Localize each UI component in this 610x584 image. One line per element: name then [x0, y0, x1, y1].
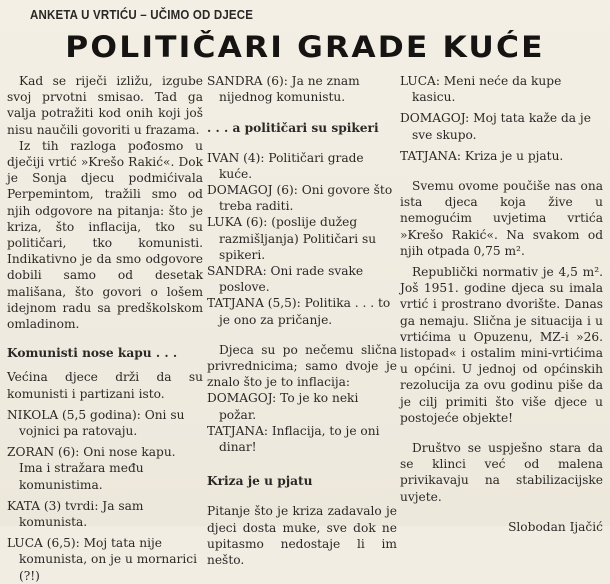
article-headline: POLITIČARI GRADE KUĆE	[65, 30, 545, 64]
paragraph: Većina djece drži da su komunisti i partizani isto.	[7, 370, 203, 401]
subheading: Kriza je u pjatu	[207, 474, 313, 489]
subheading: . . . a političari su spikeri	[207, 121, 379, 136]
quote: LUCA (6,5): Moj tata nije komunista, on je u mornarici (?!)	[7, 536, 197, 583]
quote: TATJANA (5,5): Politika . . . to je ono za pričanje.	[207, 296, 391, 327]
quote: TATJANA: Kriza je u pjatu.	[400, 148, 564, 163]
paragraph: Svemu ovome poučiše nas ona ista djeca koja žive u nemogućim uvjetima vrtića »Krešo Rakić«. Na svakom od njih otpada 0,75 m².	[400, 179, 603, 258]
quote: TATJANA: Inflacija, to je oni dinar!	[207, 423, 380, 455]
quote: DOMAGOJ (6): Oni govore što treba raditi.	[207, 183, 393, 214]
column-2	[207, 73, 397, 568]
quote: LUCA: Meni neće da kupe kasicu.	[400, 74, 562, 105]
quote: NIKOLA (5,5 godina): Oni su vojnici pa ratovaju.	[7, 407, 185, 439]
quote: KATA (3) tvrdi: Ja sam komunista.	[7, 498, 144, 530]
paragraph: Djeca su po nečemu slična privrednicima; samo dvoje je znalo što je to inflacija:	[207, 342, 397, 390]
column-3	[400, 73, 603, 535]
quote: DOMAGOJ: To je ko neki požar.	[207, 391, 359, 422]
quote: IVAN (4): Političari grade kuće.	[207, 150, 364, 181]
quote: ZORAN (6): Oni nose kapu. Ima i stražara među komunistima.	[7, 445, 176, 492]
column-1	[7, 73, 203, 584]
quote: SANDRA (6): Ja ne znam nijednog komunistu.	[207, 74, 360, 105]
paragraph: Društvo se uspješno stara da se klinci već od malena privikavaju na stabilizacijske uvjete.	[400, 441, 603, 504]
quote: SANDRA: Oni rade svake poslove.	[207, 264, 364, 295]
quote: LUKA (6): (poslije dužeg razmišljanja) Političari su spikeri.	[207, 215, 377, 262]
paragraph: Iz tih razloga pođosmo u dječiji vrtić »Krešo Rakić«. Dok je Sonja djecu podmićivala Perpemintom, tražili smo od njih odgovore na pitanja: što je kriza, što inflacija, tko su političari, tko komunisti. Indikativno je da smo odgovore dobili samo od desetak mališana, što govori o lošem idejnom radu sa predškolskom omladinom.	[7, 138, 203, 332]
article-kicker: ANKETA U VRTIĆU – UČIMO OD DJECE	[30, 8, 254, 22]
paragraph: Republički normativ je 4,5 m². Još 1951. godine djeca su imala vrtić i prostrano dvorište. Danas ga nemaju. Slična je situacija i u vrtićima u Opuzenu, MZ-i »26. listopad« i ostalim mini-vrtićima u općini. U jednoj od općinskih rezolucija za ovu godinu piše da je cilj primiti što više djece u postojeće objekte!	[400, 265, 603, 425]
paragraph: Kad se riječi izližu, izgube svoj prvotni smisao. Tad ga valja potražiti kod onih koji još nisu naučili govoriti u frazama.	[7, 74, 203, 137]
author-signature: Slobodan Ijačić	[508, 519, 603, 534]
subheading: Komunisti nose kapu . . .	[7, 346, 178, 361]
paragraph: Pitanje što je kriza zadavalo je djeci dosta muke, sve dok ne upitasmo nedostaje li im nešto.	[207, 504, 397, 568]
quote: DOMAGOJ: Moj tata kaže da je sve skupo.	[400, 111, 591, 142]
